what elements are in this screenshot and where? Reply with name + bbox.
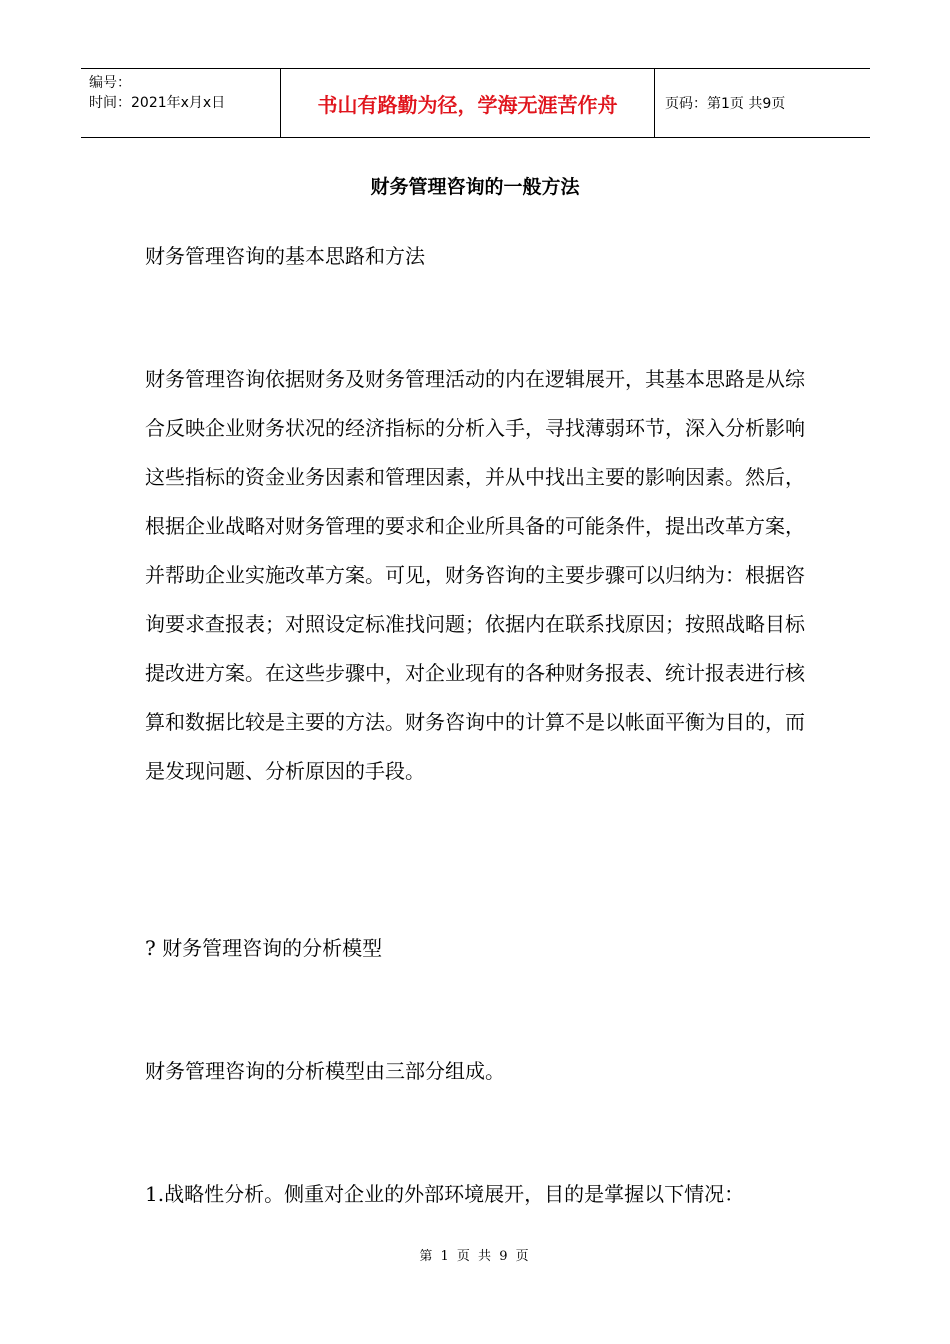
list-item-strategic: 1.战略性分析。侧重对企业的外部环境展开，目的是掌握以下情况： xyxy=(145,1182,745,1206)
header-meta xyxy=(81,69,281,137)
header-page-info: 页码：第1页 共9页 xyxy=(665,96,786,112)
page-footer: 第 1 页 共 9 页 xyxy=(419,1249,531,1264)
header-table xyxy=(81,68,870,138)
body-paragraph-model: 财务管理咨询的分析模型由三部分组成。 xyxy=(145,1059,505,1083)
header-motto: 书山有路勤为径，学海无涯苦作舟 xyxy=(281,69,655,137)
section-heading-model: ? 财务管理咨询的分析模型 xyxy=(145,936,383,960)
body-paragraph-approach: 财务管理咨询依据财务及财务管理活动的内在逻辑展开，其基本思路是从综合反映企业财务状况的经济指标的分析入手，寻找薄弱环节，深入分析影响这些指标的资金业务因素和管理因素，并从中找出主要的影响因素。然后，根据企业战略对财务管理的要求和企业所具备的可能条件，提出改革方案，并帮助企业实施改革方案。可见，财务咨询的主要步骤可以归纳为：根据咨询要求查报表；对照设定标准找问题；依据内在联系找原因；按照战略目标提改进方案。在这些步骤中，对企业现有的各种财务报表、统计报表进行核算和数据比较是主要的方法。财务咨询中的计算不是以帐面平衡为目的，而是发现问题、分析原因的手段。 xyxy=(145,367,805,783)
doc-number-label: 编号： xyxy=(89,75,131,91)
section-heading-approach: 财务管理咨询的基本思路和方法 xyxy=(145,244,425,268)
time-label: 时间：2021年x月x日 xyxy=(89,95,226,111)
document-title: 财务管理咨询的一般方法 xyxy=(370,176,580,198)
